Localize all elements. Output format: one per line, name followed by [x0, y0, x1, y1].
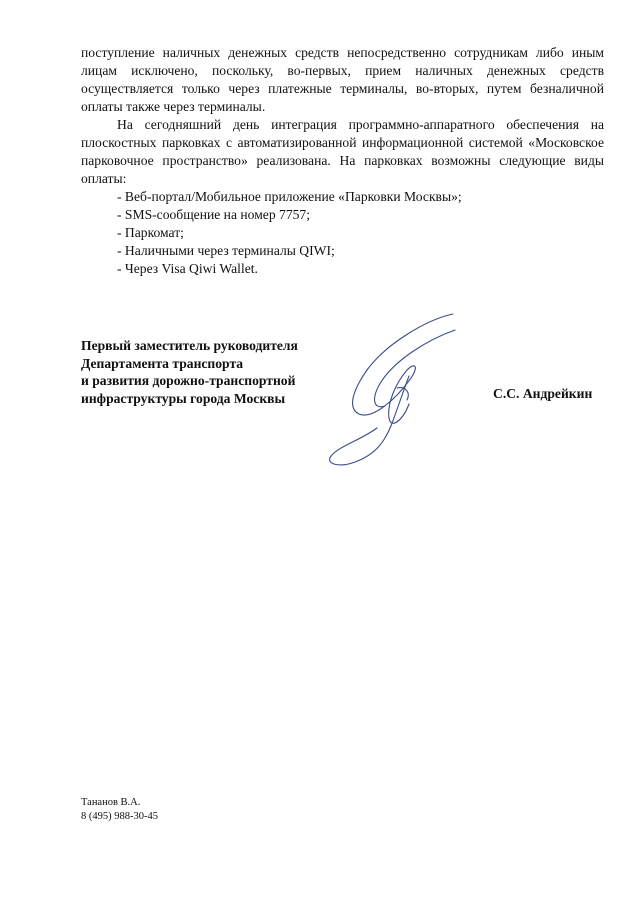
signer-name: С.С. Андрейкин	[493, 386, 593, 401]
signature-stroke	[353, 314, 453, 423]
signer-position	[81, 337, 298, 407]
list-item: - Паркомат;	[117, 225, 184, 240]
signer-position-line: и развития дорожно-транспортной	[81, 373, 296, 388]
list-item: - Веб-портал/Мобильное приложение «Парковки Москвы»;	[117, 189, 462, 204]
signature-stroke	[375, 330, 455, 407]
letter-body	[81, 44, 604, 278]
signer-position-line: Первый заместитель руководителя	[81, 338, 298, 353]
executor-phone: 8 (495) 988-30-45	[81, 811, 158, 822]
paragraph-integration: На сегодняшний день интеграция программно-аппаратного обеспечения на плоскостных парковках с автоматизированной информационной системой «Московское парковочное пространство» реализована. На парковках возможны следующие виды оплаты:	[81, 117, 604, 186]
list-item: - SMS-сообщение на номер 7757;	[117, 207, 311, 222]
signer-position-line: инфраструктуры города Москвы	[81, 390, 286, 406]
payment-methods-list	[81, 188, 604, 278]
paragraph-continuation: поступление наличных денежных средств непосредственно сотрудникам либо иным лицам исключено, поскольку, во-первых, прием наличных денежных средств осуществляется только через платежные терминалы, во-вторых, путем безналичной оплаты также через терминалы.	[81, 45, 604, 114]
signer-position-line: Департамента транспорта	[81, 355, 244, 371]
list-item: - Через Visa Qiwi Wallet.	[117, 261, 258, 276]
executor-name: Тананов В.А.	[81, 797, 141, 808]
executor-info	[81, 796, 158, 824]
list-item: - Наличными через терминалы QIWI;	[117, 243, 335, 258]
signature-stroke	[330, 376, 409, 465]
handwritten-signature	[315, 300, 465, 470]
